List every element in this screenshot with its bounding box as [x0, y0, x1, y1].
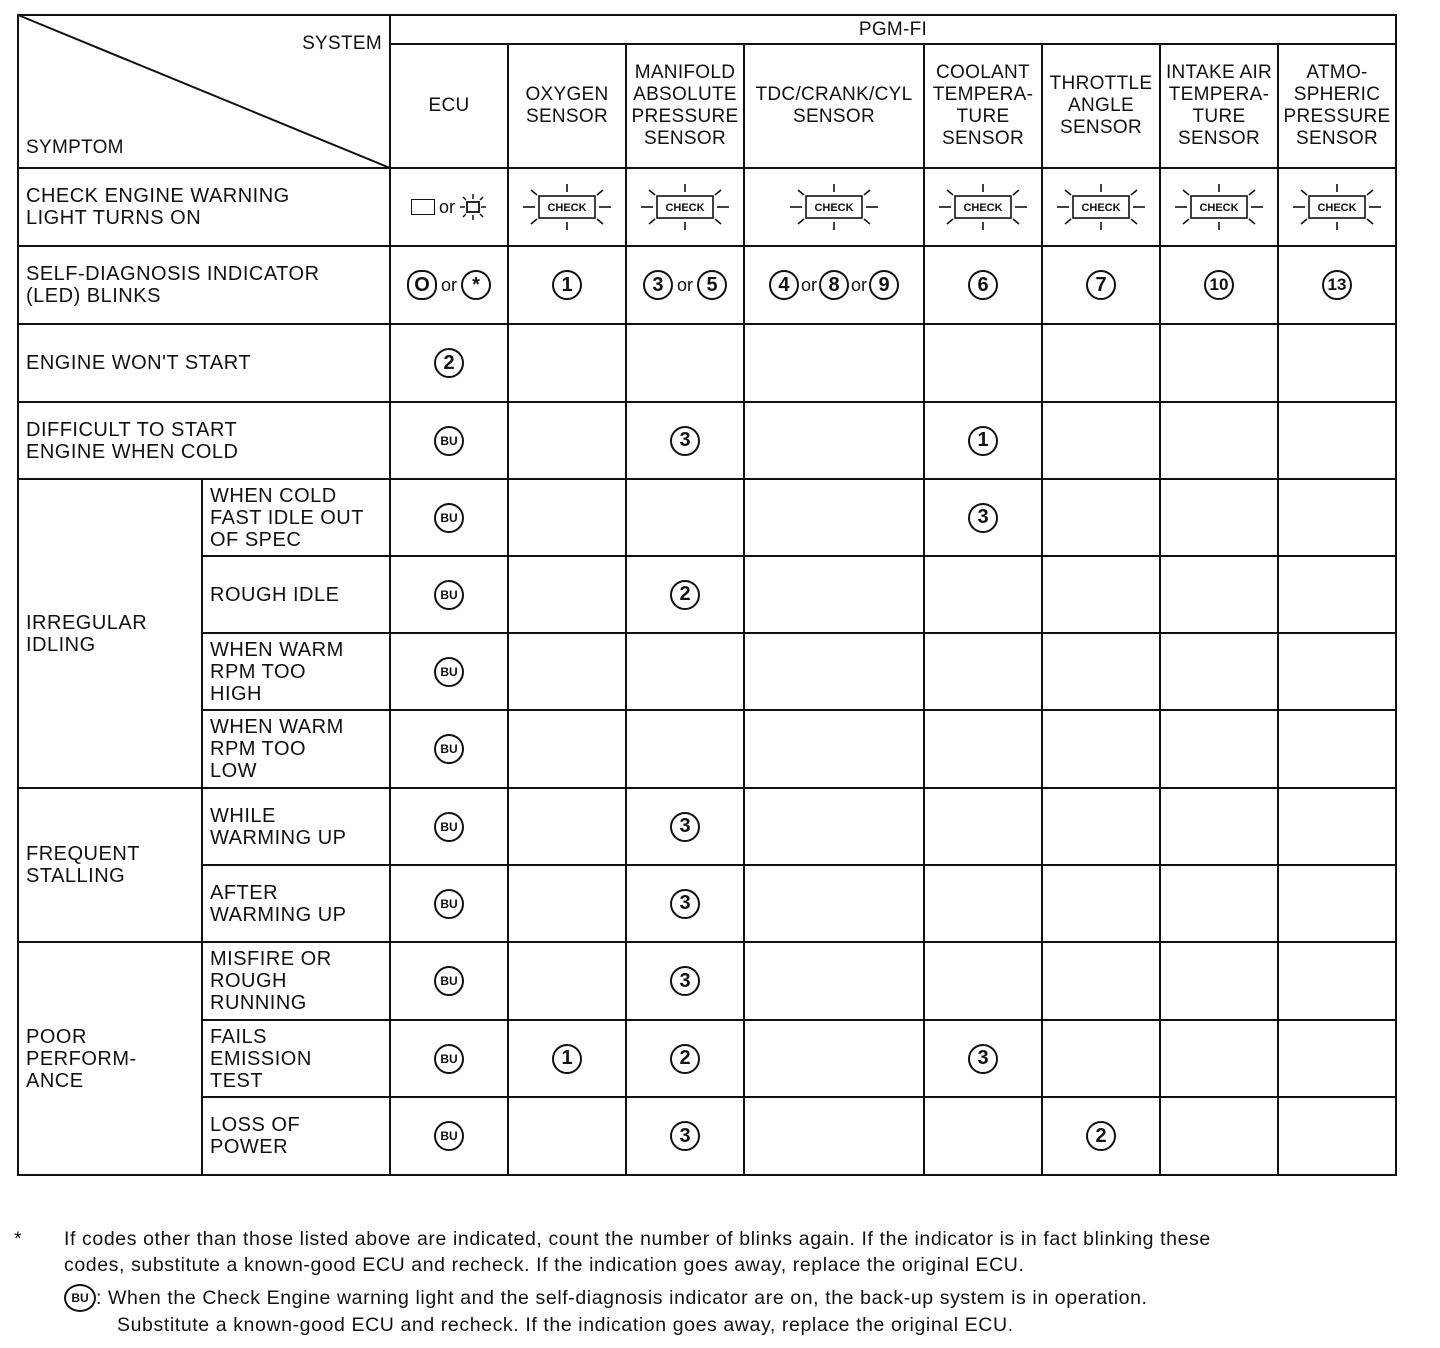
- cell-ecu-rough-idle: [390, 556, 508, 633]
- light-blinking-icon: [459, 193, 487, 221]
- group-label-frequent-stalling: FREQUENT STALLING: [26, 843, 140, 887]
- priority-3-badge: 3: [670, 966, 700, 996]
- row-label-fails-emission: FAILS EMISSION TEST: [210, 1025, 312, 1092]
- check-label: CHECK: [1317, 202, 1357, 214]
- row-label-while-warming: WHILE WARMING UP: [210, 804, 347, 849]
- cell-throttle-self-diag: [1042, 246, 1160, 324]
- code-0-badge: O: [407, 270, 437, 300]
- cell-ecu-self-diag: [390, 246, 508, 324]
- cell-ecu-check-engine: [390, 168, 508, 246]
- priority-2-badge: 2: [1086, 1121, 1116, 1151]
- priority-3-badge: 3: [670, 426, 700, 456]
- cell-oxygen-fails-emission: [508, 1020, 626, 1097]
- cell-ecu-fast-idle: [390, 479, 508, 556]
- cell-throttle-loss-power: [1042, 1097, 1160, 1175]
- check-engine-light-icon: [786, 182, 882, 232]
- or-label: or: [438, 196, 455, 217]
- cell-oxygen-check-engine: [508, 168, 626, 246]
- cell-tdc-self-diag: [744, 246, 924, 324]
- priority-2-badge: 2: [434, 348, 464, 378]
- footnote-star-marker: *: [14, 1228, 23, 1250]
- group-label-pgm-fi: PGM-FI: [858, 19, 928, 40]
- cell-coolant-fails-emission: [924, 1020, 1042, 1097]
- priority-3-badge: 3: [670, 889, 700, 919]
- row-label-engine-wont-start: ENGINE WON'T START: [26, 352, 252, 374]
- cell-ecu-while-warming: [390, 788, 508, 865]
- row-label-rpm-too-high: WHEN WARM RPM TOO HIGH: [210, 638, 344, 705]
- symptom-label: SYMPTOM: [26, 137, 124, 158]
- code-5-badge: 5: [697, 270, 727, 300]
- check-label: CHECK: [1199, 202, 1239, 214]
- priority-3-badge: 3: [670, 812, 700, 842]
- row-label-after-warming: AFTER WARMING UP: [210, 881, 347, 926]
- footnote-bu: [64, 1284, 1148, 1312]
- cell-map-misfire: [626, 942, 744, 1020]
- priority-3-badge: 3: [670, 1121, 700, 1151]
- bu-badge: BU: [64, 1284, 96, 1312]
- cell-map-while-warming: [626, 788, 744, 865]
- column-header-oxygen-sensor: OXYGEN SENSOR: [525, 84, 609, 127]
- cell-intake-check-engine: [1160, 168, 1278, 246]
- footnote-star-line-2: codes, substitute a known-good ECU and recheck. If the indication goes away, replace the original ECU.: [64, 1254, 1025, 1276]
- cell-map-fails-emission: [626, 1020, 744, 1097]
- cell-tdc-check-engine: [744, 168, 924, 246]
- priority-1-badge: 1: [552, 1044, 582, 1074]
- cell-map-after-warming: [626, 865, 744, 942]
- bu-badge: BU: [434, 889, 464, 919]
- cell-coolant-difficult-cold: [924, 402, 1042, 479]
- cell-intake-self-diag: [1160, 246, 1278, 324]
- cell-ecu-misfire: [390, 942, 508, 1020]
- code-7-badge: 7: [1086, 270, 1116, 300]
- bu-badge: BU: [434, 1044, 464, 1074]
- bu-badge: BU: [434, 812, 464, 842]
- bu-badge: BU: [434, 734, 464, 764]
- or-label: or: [851, 274, 868, 295]
- row-label-fast-idle: WHEN COLD FAST IDLE OUT OF SPEC: [210, 484, 364, 551]
- system-label: SYSTEM: [302, 33, 382, 54]
- code-10-badge: 10: [1204, 270, 1234, 300]
- cell-ecu-difficult-cold: [390, 402, 508, 479]
- cell-coolant-check-engine: [924, 168, 1042, 246]
- row-label-difficult-cold: DIFFICULT TO START ENGINE WHEN COLD: [26, 418, 239, 463]
- priority-3-badge: 3: [968, 503, 998, 533]
- check-engine-light-icon: [637, 182, 733, 232]
- column-header-ecu: ECU: [428, 95, 470, 116]
- check-label: CHECK: [547, 202, 587, 214]
- priority-3-badge: 3: [968, 1044, 998, 1074]
- cell-map-difficult-cold: [626, 402, 744, 479]
- cell-oxygen-self-diag: [508, 246, 626, 324]
- row-label-check-engine: CHECK ENGINE WARNING LIGHT TURNS ON: [26, 185, 290, 229]
- check-label: CHECK: [814, 202, 854, 214]
- column-header-map-sensor: MANIFOLD ABSOLUTE PRESSURE SENSOR: [631, 62, 739, 149]
- group-label-poor-performance: POOR PERFORM- ANCE: [26, 1025, 137, 1092]
- cell-map-loss-power: [626, 1097, 744, 1175]
- check-engine-light-icon: [1053, 182, 1149, 232]
- check-engine-light-icon: [1171, 182, 1267, 232]
- light-off-icon: [411, 199, 435, 215]
- footnote-bu-line-1: : When the Check Engine warning light and the self-diagnosis indicator are on, the back-up system is in operation.: [96, 1287, 1148, 1309]
- bu-badge: BU: [434, 966, 464, 996]
- cell-ecu-after-warming: [390, 865, 508, 942]
- code-3-badge: 3: [643, 270, 673, 300]
- priority-2-badge: 2: [670, 580, 700, 610]
- footnote-star-line-1: If codes other than those listed above are indicated, count the number of blinks again. If the indicator is in fact blinking these: [64, 1228, 1211, 1250]
- check-engine-light-icon: [519, 182, 615, 232]
- column-header-intake-air-temp-sensor: INTAKE AIR TEMPERA- TURE SENSOR: [1165, 62, 1273, 149]
- bu-badge: BU: [434, 1121, 464, 1151]
- code-6-badge: 6: [968, 270, 998, 300]
- bu-badge: BU: [434, 503, 464, 533]
- code-4-badge: 4: [769, 270, 799, 300]
- code-13-badge: 13: [1322, 270, 1352, 300]
- code-9-badge: 9: [869, 270, 899, 300]
- column-header-coolant-temp-sensor: COOLANT TEMPERA- TURE SENSOR: [932, 62, 1034, 149]
- code-8-badge: 8: [819, 270, 849, 300]
- or-label: or: [440, 274, 457, 295]
- row-label-rough-idle: ROUGH IDLE: [210, 583, 340, 606]
- cell-throttle-check-engine: [1042, 168, 1160, 246]
- bu-badge: BU: [434, 580, 464, 610]
- priority-1-badge: 1: [968, 426, 998, 456]
- code-star-badge: *: [461, 270, 491, 300]
- check-engine-light-icon: [1289, 182, 1385, 232]
- cell-ecu-fails-emission: [390, 1020, 508, 1097]
- cell-map-check-engine: [626, 168, 744, 246]
- row-label-rpm-too-low: WHEN WARM RPM TOO LOW: [210, 716, 344, 782]
- cell-ecu-rpm-high: [390, 633, 508, 710]
- cell-map-rough-idle: [626, 556, 744, 633]
- check-label: CHECK: [1081, 202, 1121, 214]
- row-label-misfire: MISFIRE OR ROUGH RUNNING: [210, 948, 332, 1014]
- cell-atmospheric-self-diag: [1278, 246, 1396, 324]
- cell-coolant-self-diag: [924, 246, 1042, 324]
- bu-badge: BU: [434, 657, 464, 687]
- check-label: CHECK: [665, 202, 705, 214]
- priority-2-badge: 2: [670, 1044, 700, 1074]
- cell-ecu-loss-power: [390, 1097, 508, 1175]
- check-engine-light-icon: [935, 182, 1031, 232]
- column-header-throttle-angle-sensor: THROTTLE ANGLE SENSOR: [1049, 73, 1153, 138]
- cell-atmospheric-check-engine: [1278, 168, 1396, 246]
- cell-map-self-diag: [626, 246, 744, 324]
- footnote-bu-line-2: Substitute a known-good ECU and recheck. If the indication goes away, replace the original ECU.: [117, 1314, 1014, 1336]
- cell-ecu-wont-start: [390, 324, 508, 402]
- bu-badge: BU: [434, 426, 464, 456]
- row-label-self-diagnosis: SELF-DIAGNOSIS INDICATOR (LED) BLINKS: [26, 263, 320, 307]
- column-header-atmospheric-pressure-sensor: ATMO- SPHERIC PRESSURE SENSOR: [1283, 62, 1391, 149]
- cell-ecu-rpm-low: [390, 710, 508, 788]
- code-1-badge: 1: [552, 270, 582, 300]
- or-label: or: [800, 274, 817, 295]
- check-label: CHECK: [963, 202, 1003, 214]
- cell-coolant-fast-idle: [924, 479, 1042, 556]
- group-label-irregular-idling: IRREGULAR IDLING: [26, 611, 148, 656]
- row-label-loss-of-power: LOSS OF POWER: [210, 1114, 301, 1158]
- or-label: or: [676, 274, 693, 295]
- column-header-tdc-crank-cyl-sensor: TDC/CRANK/CYL SENSOR: [755, 84, 913, 127]
